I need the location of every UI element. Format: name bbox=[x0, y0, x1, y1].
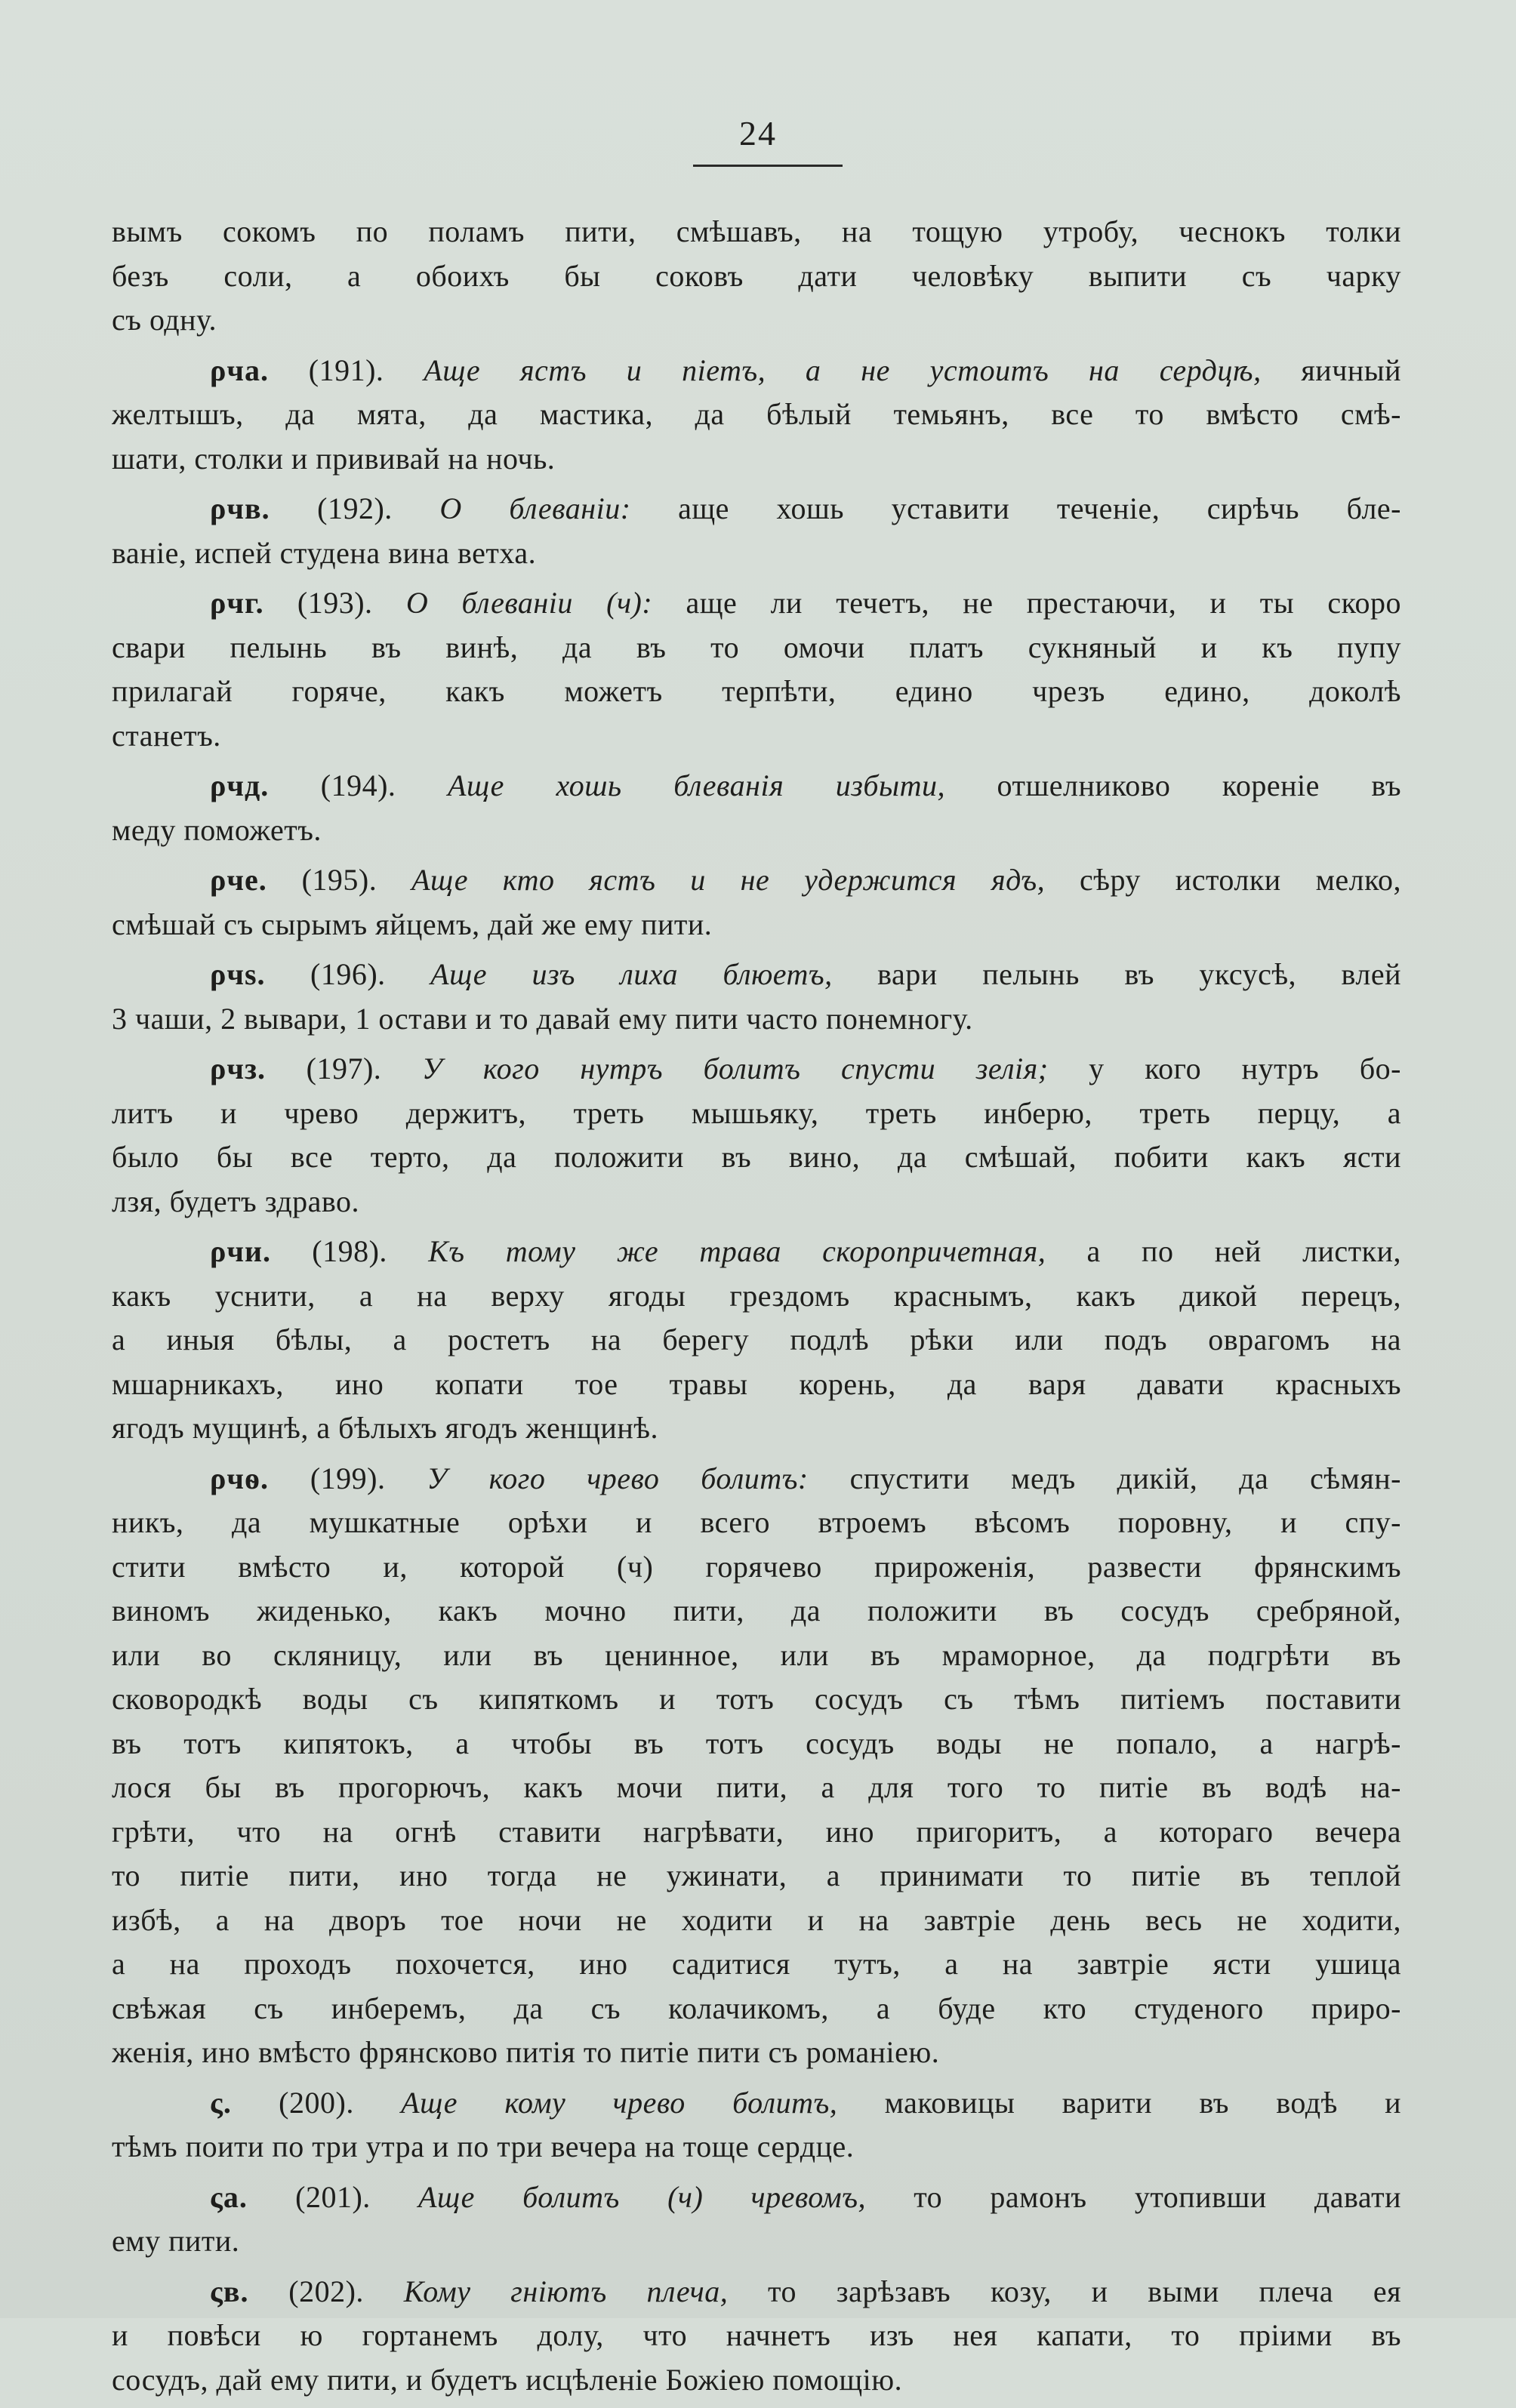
text-segment: (201). bbox=[247, 2179, 419, 2214]
text-segment: избѣ, а на дворъ тое ночи не ходити и на завтріе день весь не ходити, bbox=[112, 1902, 1401, 1937]
text-segment: (194). bbox=[269, 768, 448, 802]
entry-number: ρча. bbox=[210, 353, 269, 387]
text-segment: шати, столки и прививай на ночь. bbox=[112, 441, 556, 476]
text-segment: смѣшай съ сырымъ яйцемъ, дай же ему пити. bbox=[112, 907, 713, 941]
text-segment: то рамонъ утопивши давати bbox=[865, 2179, 1401, 2214]
text-line bbox=[112, 1274, 1401, 1319]
text-segment: (202). bbox=[248, 2274, 404, 2308]
text-segment: (191). bbox=[268, 353, 424, 387]
text-segment: никъ, да мушкатные орѣхи и всего втроемъ вѣсомъ поровну, и спу- bbox=[112, 1505, 1401, 1539]
text-line bbox=[112, 808, 1401, 853]
text-segment: 3 чаши, 2 вывари, 1 остави и то давай ему пити часто понемногу. bbox=[112, 1001, 973, 1036]
text-line bbox=[112, 1677, 1401, 1722]
text-segment: а на проходъ похочется, ино садитися тутъ, а на завтріе ясти ушица bbox=[112, 1947, 1401, 1981]
text-line bbox=[112, 764, 1401, 808]
text-line bbox=[112, 1180, 1401, 1224]
text-segment: съ одну. bbox=[112, 303, 217, 337]
entry-title: Кому гніютъ плеча, bbox=[403, 2274, 729, 2308]
entry-number: ςа. bbox=[210, 2179, 248, 2214]
text-line bbox=[112, 670, 1401, 714]
text-line bbox=[112, 581, 1401, 626]
text-line bbox=[112, 254, 1401, 299]
text-line bbox=[112, 1634, 1401, 1678]
text-segment: сосудъ, дай ему пити, и будетъ исцѣленіе Божіею помощію. bbox=[112, 2362, 903, 2397]
text-line bbox=[112, 2270, 1401, 2314]
text-segment: вымъ сокомъ по поламъ пити, смѣшавъ, на тощую утробу, чеснокъ толки bbox=[112, 214, 1401, 248]
text-segment: то зарѣзавъ козу, и выми плеча ея bbox=[728, 2274, 1401, 2308]
text-segment: отшелниково кореніе въ bbox=[944, 768, 1401, 802]
text-line bbox=[112, 1363, 1401, 1407]
text-line bbox=[112, 1047, 1401, 1092]
text-segment: лося бы въ прогорючъ, какъ мочи пити, а для того то питіе въ водѣ на- bbox=[112, 1770, 1401, 1804]
text-line bbox=[112, 1589, 1401, 1634]
text-segment: маковицы варити въ водѣ и bbox=[837, 2085, 1401, 2120]
text-line bbox=[112, 531, 1401, 576]
text-segment: свари пелынь въ винѣ, да въ то омочи платъ сукняный и къ пупу bbox=[112, 630, 1401, 664]
entry-title: О блеваніи (ч): bbox=[405, 586, 653, 620]
text-line bbox=[112, 1722, 1401, 1766]
page-number: 24 bbox=[739, 114, 777, 152]
entry-number: ρче. bbox=[210, 863, 267, 897]
entry-number: ς. bbox=[210, 2085, 232, 2120]
text-segment: спустити медъ дикій, да сѣмян- bbox=[808, 1461, 1401, 1495]
text-segment: то питіе пити, ино тогда не ужинати, а принимати то питіе въ теплой bbox=[112, 1858, 1401, 1892]
entry-number: ρчв. bbox=[210, 491, 270, 525]
text-segment: безъ соли, а обоихъ бы соковъ дати человѣку выпити съ чарку bbox=[112, 258, 1401, 293]
text-segment: (197). bbox=[266, 1052, 422, 1085]
text-line bbox=[112, 1898, 1401, 1943]
text-segment: (192). bbox=[270, 491, 440, 525]
text-line bbox=[112, 2314, 1401, 2358]
entry-number: ρчд. bbox=[210, 768, 270, 802]
text-line bbox=[112, 714, 1401, 759]
text-segment: прилагай горяче, какъ можетъ терпѣти, едино чрезъ едино, доколѣ bbox=[112, 674, 1401, 708]
text-line bbox=[112, 1230, 1401, 1274]
text-line bbox=[112, 626, 1401, 670]
text-line bbox=[112, 1942, 1401, 1987]
text-segment: виномъ жиденько, какъ мочно пити, да положити въ сосудъ сребряной, bbox=[112, 1594, 1401, 1627]
text-line bbox=[112, 1318, 1401, 1363]
text-line bbox=[112, 2125, 1401, 2169]
entry-number: ρчѳ. bbox=[210, 1461, 269, 1495]
text-line bbox=[112, 1987, 1401, 2031]
text-line bbox=[112, 997, 1401, 1042]
text-segment: стити вмѣсто и, которой (ч) горячево прироженія, развести фрянскимъ bbox=[112, 1549, 1401, 1584]
text-segment: (200). bbox=[231, 2085, 402, 2120]
text-segment: вари пелынь въ уксусѣ, влей bbox=[832, 957, 1401, 991]
entry-number: ρчг. bbox=[210, 586, 264, 620]
text-segment: ягодъ мущинѣ, а бѣлыхъ ягодъ женщинѣ. bbox=[112, 1411, 658, 1445]
text-segment: сѣру истолки мелко, bbox=[1045, 863, 1401, 897]
text-line bbox=[112, 2031, 1401, 2075]
text-line bbox=[112, 210, 1401, 254]
text-segment: какъ уснити, а на верху ягоды грездомъ краснымъ, какъ дикой перецъ, bbox=[112, 1278, 1401, 1313]
entry-title: Аще изъ лиха блюетъ, bbox=[430, 957, 833, 991]
entry-title: У кого чрево болитъ: bbox=[427, 1461, 809, 1495]
text-segment: (198). bbox=[271, 1234, 429, 1268]
text-segment: ему пити. bbox=[112, 2224, 240, 2258]
text-line bbox=[112, 953, 1401, 997]
text-line bbox=[112, 2358, 1401, 2403]
entry-title: О блеваніи: bbox=[439, 491, 631, 525]
text-segment: сковородкѣ воды съ кипяткомъ и тотъ сосудъ съ тѣмъ питіемъ поставити bbox=[112, 1682, 1401, 1716]
entry-title: Аще болитъ (ч) чревомъ, bbox=[418, 2179, 866, 2214]
entry-number: ρчз. bbox=[210, 1052, 267, 1085]
entry-title: Аще кому чрево болитъ, bbox=[401, 2085, 838, 2120]
entry-title: Аще хошь блеванія избыти, bbox=[448, 768, 945, 802]
text-line bbox=[112, 858, 1401, 903]
text-segment: въ тотъ кипятокъ, а чтобы въ тотъ сосудъ воды не попало, а нагрѣ- bbox=[112, 1726, 1401, 1760]
text-segment: ваніе, испей студена вина ветха. bbox=[112, 535, 537, 570]
entry-number: ρчи. bbox=[210, 1234, 272, 1268]
text-segment: желтышъ, да мята, да мастика, да бѣлый темьянъ, все то вмѣсто смѣ- bbox=[112, 397, 1401, 431]
text-segment: лзя, будетъ здраво. bbox=[112, 1184, 360, 1218]
text-line bbox=[112, 2176, 1401, 2220]
text-line bbox=[112, 1501, 1401, 1545]
text-segment: у кого нутръ бо- bbox=[1048, 1052, 1401, 1085]
header-rule bbox=[693, 165, 843, 167]
text-line bbox=[112, 437, 1401, 482]
text-segment: литъ и чрево держитъ, треть мышьяку, треть инберю, треть перцу, а bbox=[112, 1095, 1401, 1130]
text-segment: аще хошь уставити теченіе, сирѣчь бле- bbox=[630, 491, 1401, 525]
entry-number: ςв. bbox=[210, 2274, 249, 2308]
text-segment: станетъ. bbox=[112, 718, 221, 753]
text-segment: было бы все терто, да положити въ вино, да смѣшай, побити какъ ясти bbox=[112, 1140, 1401, 1174]
text-segment: (195). bbox=[267, 863, 412, 897]
text-segment: (196). bbox=[265, 957, 431, 991]
text-line bbox=[112, 1135, 1401, 1180]
entry-number: ρчѕ. bbox=[210, 957, 266, 991]
text-segment: (193). bbox=[263, 586, 406, 620]
text-segment: или во скляницу, или въ ценинное, или въ мраморное, да подгрѣти въ bbox=[112, 1637, 1401, 1672]
text-segment: аще ли течетъ, не престаючи, и ты скоро bbox=[652, 586, 1401, 620]
entry-title: Къ тому же трава скоропричетная, bbox=[428, 1234, 1046, 1268]
text-line bbox=[112, 1092, 1401, 1136]
text-segment: и повѣси ю гортанемъ долу, что начнетъ изъ нея капати, то пріими въ bbox=[112, 2318, 1401, 2352]
entry-title: Аще кто ястъ и не удержится ядъ, bbox=[411, 863, 1046, 897]
text-line bbox=[112, 1766, 1401, 1810]
text-segment: тѣмъ поити по три утра и по три вечера на тоще сердце. bbox=[112, 2129, 855, 2163]
text-segment: женія, ино вмѣсто фрянсково питія то питіе пити съ романіею. bbox=[112, 2035, 940, 2069]
entry-title: У кого нутръ болитъ спусти зелія; bbox=[421, 1052, 1049, 1085]
text-line bbox=[112, 1545, 1401, 1590]
text-segment: меду поможетъ. bbox=[112, 812, 322, 847]
text-line bbox=[112, 349, 1401, 393]
text-segment: яичный bbox=[1261, 353, 1401, 387]
text-line bbox=[112, 393, 1401, 437]
page-text bbox=[112, 210, 1401, 2408]
text-line bbox=[112, 1457, 1401, 1501]
text-segment: мшарникахъ, ино копати тое травы корень, да варя давати красныхъ bbox=[112, 1366, 1401, 1401]
text-segment: а по ней листки, bbox=[1046, 1234, 1401, 1268]
text-segment: грѣти, что на огнѣ ставити нагрѣвати, ино пригоритъ, а котораго вечера bbox=[112, 1814, 1401, 1849]
text-line bbox=[112, 1406, 1401, 1451]
text-line bbox=[112, 298, 1401, 343]
text-line bbox=[112, 487, 1401, 531]
text-line bbox=[112, 2081, 1401, 2126]
text-line bbox=[112, 1854, 1401, 1898]
text-line bbox=[112, 2219, 1401, 2264]
entry-title: Аще ястъ и піетъ, а не устоитъ на сердцѣ, bbox=[424, 353, 1262, 387]
text-line bbox=[112, 903, 1401, 947]
text-segment: (199). bbox=[268, 1461, 427, 1495]
text-line bbox=[112, 1810, 1401, 1855]
text-segment: а иныя бѣлы, а ростетъ на берегу подлѣ рѣки или подъ оврагомъ на bbox=[112, 1323, 1401, 1356]
text-segment: свѣжая съ инберемъ, да съ колачикомъ, а буде кто студеного приро- bbox=[112, 1991, 1401, 2025]
